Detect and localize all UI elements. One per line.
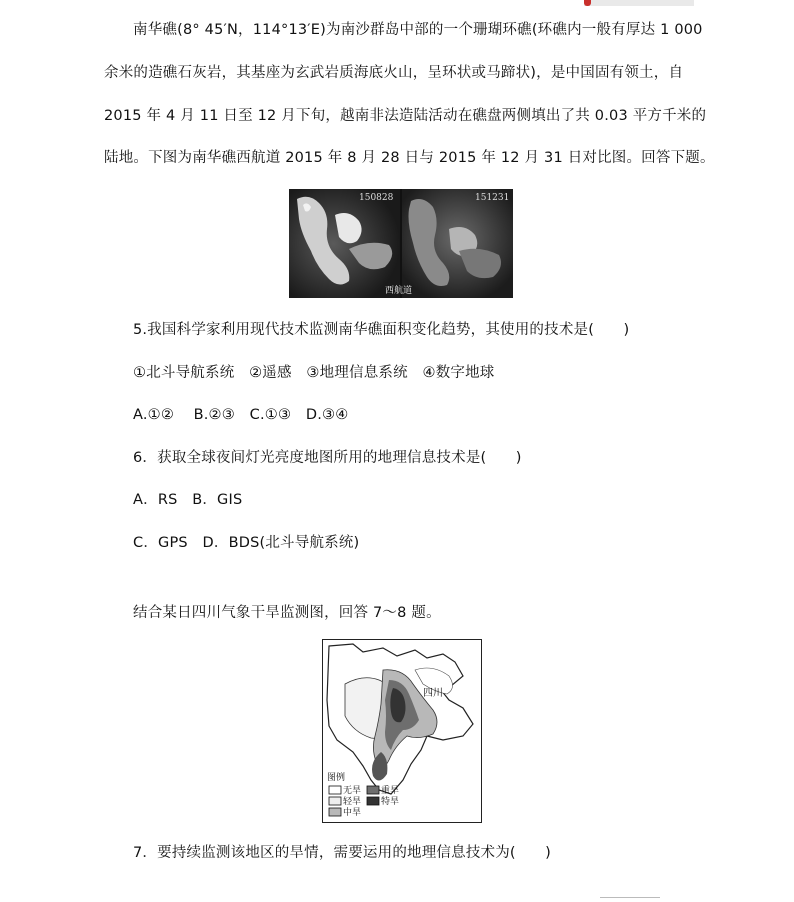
satellite-comparison-figure (289, 189, 513, 298)
legend-label-medium: 中旱 (343, 808, 362, 818)
question5-options: A.①② B.②③ C.①③ D.③④ (133, 407, 349, 423)
passage1-line3: 2015 年 4 月 11 日至 12 月下旬，越南非法造陆活动在礁盘两侧填出了共 0.03 平方千米的 (104, 108, 707, 124)
legend-swatch-medium (329, 808, 341, 816)
legend-swatch-light (329, 797, 341, 805)
drought-map-figure (322, 639, 482, 823)
question5-items: ①北斗导航系统 ②遥感 ③地理信息系统 ④数字地球 (133, 365, 495, 381)
legend-swatch-extreme (367, 797, 379, 805)
satellite-images (289, 189, 513, 298)
left-image-stamp: 150828 (359, 193, 394, 203)
question6-stem: 6．获取全球夜间灯光亮度地图所用的地理信息技术是( ) (133, 450, 522, 466)
legend-swatch-severe (367, 786, 379, 794)
legend-label-severe: 重旱 (381, 786, 400, 796)
question5-stem: 5.我国科学家利用现代技术监测南华礁面积变化趋势，其使用的技术是( ) (133, 322, 630, 338)
legend-swatch-none (329, 786, 341, 794)
page-edge-mark (600, 897, 660, 902)
legend-label-none: 无旱 (343, 786, 362, 796)
legend-label-light: 轻旱 (343, 797, 362, 807)
question6-options-cd: C．GPS D．BDS(北斗导航系统) (133, 535, 360, 551)
channel-caption: 西航道 (385, 286, 413, 296)
right-image-stamp: 151231 (475, 193, 510, 203)
passage1-line1: 南华礁(8° 45′N，114°13′E)为南沙群岛中部的一个珊瑚环礁(环礁内一般有厚达 1 000 (133, 22, 703, 38)
passage1-line4: 陆地。下图为南华礁西航道 2015 年 8 月 28 日与 2015 年 12 月 31 日对比图。回答下题。 (104, 150, 715, 166)
question6-options-ab: A．RS B．GIS (133, 492, 243, 508)
logo-mark-icon (584, 0, 591, 6)
passage1-line2: 余米的造礁石灰岩，其基座为玄武岩质海底火山，呈环状或马蹄状)，是中国固有领土，自 (104, 65, 684, 81)
corner-logo (584, 0, 694, 6)
legend-title: 图例 (327, 773, 346, 783)
legend-label-extreme: 特旱 (381, 797, 400, 807)
question7-stem: 7．要持续监测该地区的旱情，需要运用的地理信息技术为( ) (133, 845, 552, 861)
region-label: 四川 (423, 688, 443, 699)
drought-map (323, 640, 481, 822)
passage2-intro: 结合某日四川气象干旱监测图，回答 7～8 题。 (133, 605, 441, 621)
